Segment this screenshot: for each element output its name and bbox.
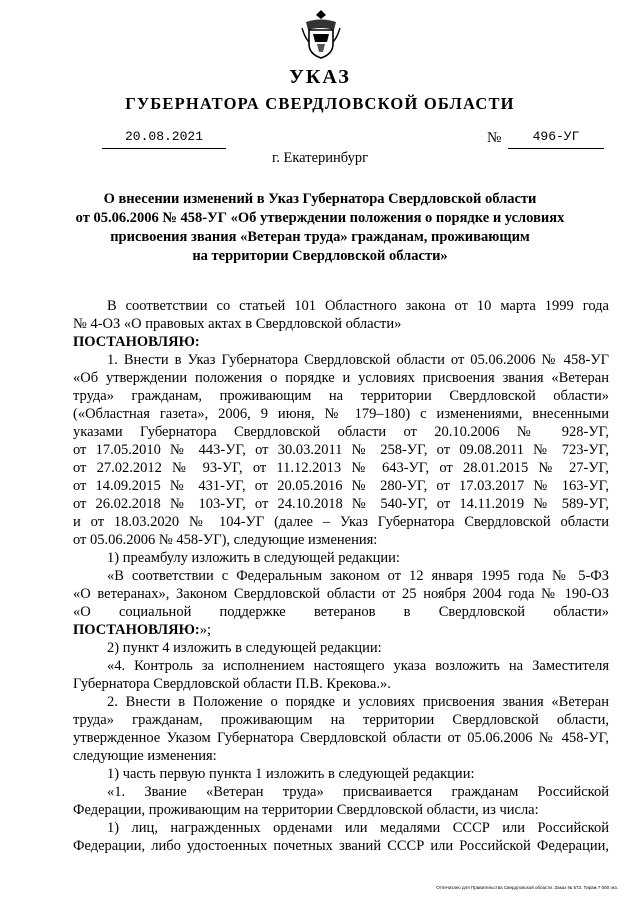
- body-line: от 14.09.2015 № 431-УГ, от 20.05.2016 № 280-УГ, от 17.03.2017 № 163-УГ,: [73, 478, 609, 494]
- quote-close: »;: [199, 622, 212, 638]
- body-line: 1) лиц, награжденных орденами или медалями СССР или Российской: [107, 820, 609, 836]
- heading-line: О внесении изменений в Указ Губернатора Свердловской области: [103, 191, 537, 207]
- body-line: следующие изменения:: [73, 748, 217, 764]
- body-line: и от 18.03.2020 № 104-УГ (далее – Указ Губернатора Свердловской области: [73, 514, 609, 530]
- heading-line: от 05.06.2006 № 458-УГ «Об утверждении положения о порядке и условиях: [75, 210, 565, 226]
- body-line: 2. Внести в Положение о порядке и условиях присвоения звания «Ветеран: [107, 694, 609, 710]
- body-line: труда» гражданам, проживающим на территории Свердловской области,: [73, 712, 609, 728]
- body-line: Федерации, проживающим на территории Свердловской области, из числа:: [73, 802, 539, 818]
- body-line: 1. Внести в Указ Губернатора Свердловской области от 05.06.2006 № 458-УГ: [107, 352, 609, 368]
- number-sign: №: [487, 130, 502, 146]
- body-line: «В соответствии с Федеральным законом от 12 января 1995 года № 5-ФЗ: [107, 568, 609, 584]
- body-line: 2) пункт 4 изложить в следующей редакции:: [107, 640, 382, 656]
- body-line: В соответствии со статьей 101 Областного закона от 10 марта 1999 года: [107, 298, 609, 314]
- body-line: от 26.02.2018 № 103-УГ, от 24.10.2018 № 540-УГ, от 14.11.2019 № 589-УГ,: [73, 496, 609, 512]
- body-line: «О социальной поддержке ветеранов в Свердловской области»: [73, 604, 609, 620]
- body-line: «О ветеранах», Законом Свердловской области от 25 ноября 2004 года № 190-ОЗ: [73, 586, 609, 602]
- body-line: утвержденное Указом Губернатора Свердловской области от 05.06.2006 № 458-УГ,: [73, 730, 609, 746]
- body-line: («Областная газета», 2006, 9 июня, № 179–180) с изменениями, внесенными: [73, 406, 609, 422]
- body-line: Губернатора Свердловской области П.В. Крекова.».: [73, 676, 391, 692]
- document-type-title: УКАЗ: [289, 66, 351, 88]
- body-line: труда» гражданам, проживающим на территории Свердловской области»: [73, 388, 609, 404]
- body-line: [73, 622, 211, 639]
- city-label: г. Екатеринбург: [271, 150, 369, 166]
- document-number: 496-УГ: [532, 129, 580, 144]
- document-date: 20.08.2021: [124, 129, 203, 144]
- date-underline: [102, 148, 226, 149]
- decree-keyword: ПОСТАНОВЛЯЮ:: [73, 622, 200, 638]
- document-heading: [70, 190, 570, 266]
- coat-of-arms-icon: [300, 8, 342, 60]
- body-line: «4. Контроль за исполнением настоящего указа возложить на Заместителя: [107, 658, 609, 674]
- body-line: указами Губернатора Свердловской области от 20.10.2006 № 928-УГ,: [73, 424, 609, 440]
- number-underline: [508, 148, 604, 149]
- print-footer: Отпечатано для Правительства Свердловской области. Заказ № 573. Тираж 7 000 экз.: [436, 885, 618, 890]
- body-line: от 05.06.2006 № 458-УГ), следующие изменения:: [73, 532, 378, 548]
- body-line: от 27.02.2012 № 93-УГ, от 11.12.2013 № 643-УГ, от 28.01.2015 № 27-УГ,: [73, 460, 609, 476]
- decree-keyword: ПОСТАНОВЛЯЮ:: [73, 334, 200, 350]
- body-line: «1. Звание «Ветеран труда» присваивается гражданам Российской: [107, 784, 609, 800]
- body-line: «Об утверждении положения о порядке и условиях присвоения звания «Ветеран: [73, 370, 609, 386]
- body-line: 1) часть первую пункта 1 изложить в следующей редакции:: [107, 766, 475, 782]
- heading-line: на территории Свердловской области»: [192, 248, 448, 264]
- heading-line: присвоения звания «Ветеран труда» гражданам, проживающим: [110, 229, 530, 245]
- body-line: Федерации, либо удостоенных почетных званий СССР или Российской Федерации,: [73, 838, 609, 854]
- body-line: 1) преамбулу изложить в следующей редакции:: [107, 550, 400, 566]
- body-line: от 17.05.2010 № 443-УГ, от 30.03.2011 № 258-УГ, от 09.08.2011 № 723-УГ,: [73, 442, 609, 458]
- issuer-title: ГУБЕРНАТОРА СВЕРДЛОВСКОЙ ОБЛАСТИ: [125, 94, 515, 113]
- body-line: № 4-ОЗ «О правовых актах в Свердловской области»: [73, 316, 402, 332]
